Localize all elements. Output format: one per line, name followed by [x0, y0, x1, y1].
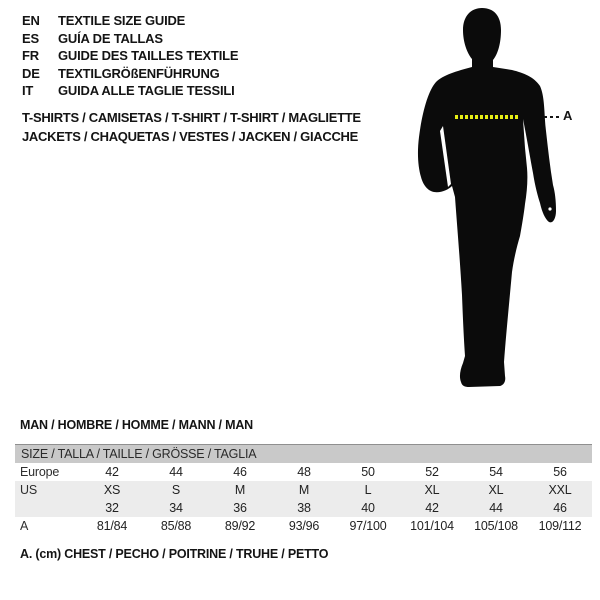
- table-row: [15, 517, 592, 535]
- table-row: [15, 463, 592, 481]
- size-cell: 46: [528, 499, 592, 517]
- size-cell: 32: [80, 499, 144, 517]
- size-cell: 52: [425, 465, 439, 479]
- size-cell: S: [144, 481, 208, 499]
- language-label: GUÍA DE TALLAS: [58, 30, 163, 46]
- size-cell: 44: [464, 499, 528, 517]
- language-row-it: [22, 82, 238, 100]
- size-cell: 81/84: [96, 519, 128, 533]
- language-row-es: [22, 30, 238, 48]
- table-row: [15, 499, 592, 517]
- language-row-en: [22, 12, 238, 30]
- language-list: [22, 12, 238, 100]
- language-label: GUIDE DES TAILLES TEXTILE: [58, 48, 239, 64]
- size-table-header-row: [15, 445, 592, 464]
- size-cell: XL: [400, 481, 464, 499]
- size-cell: 50: [361, 465, 375, 479]
- language-label: GUIDA ALLE TAGLIE TESSILI: [58, 83, 235, 99]
- table-row: [15, 481, 592, 499]
- language-code: FR: [22, 48, 39, 64]
- measure-leader-dashes: [544, 116, 560, 118]
- size-cell: L: [336, 481, 400, 499]
- size-cell: 48: [297, 465, 311, 479]
- size-cell: 54: [489, 465, 503, 479]
- language-code: ES: [22, 30, 39, 46]
- size-cell: 44: [169, 465, 183, 479]
- garment-line-jackets: JACKETS / CHAQUETAS / VESTES / JACKEN / GIACCHE: [22, 129, 358, 144]
- language-code: IT: [22, 83, 34, 99]
- size-cell: XS: [80, 481, 144, 499]
- size-cell: M: [208, 481, 272, 499]
- size-cell: XL: [464, 481, 528, 499]
- measurement-figure: [405, 0, 600, 400]
- row-label: US: [15, 481, 80, 499]
- language-label: TEXTILGRÖßENFÜHRUNG: [58, 65, 220, 81]
- size-cell: 93/96: [288, 519, 320, 533]
- size-cell: 56: [553, 465, 567, 479]
- size-table-body: [15, 445, 592, 536]
- language-row-fr: [22, 47, 238, 65]
- size-cell: 97/100: [349, 519, 387, 533]
- language-row-de: [22, 65, 238, 83]
- size-table: [15, 444, 592, 535]
- size-cell: 38: [272, 499, 336, 517]
- language-code: DE: [22, 65, 40, 81]
- section-title-man: MAN / HOMBRE / HOMME / MANN / MAN: [20, 418, 253, 432]
- language-code: EN: [22, 13, 40, 29]
- size-cell: 105/108: [474, 519, 518, 533]
- chest-measure-dashes: [455, 115, 519, 119]
- size-cell: 42: [105, 465, 119, 479]
- size-cell: 34: [144, 499, 208, 517]
- garment-line-tshirts: T-SHIRTS / CAMISETAS / T-SHIRT / T-SHIRT / MAGLIETTE: [22, 110, 361, 125]
- row-label: [15, 499, 80, 517]
- garment-categories: [22, 108, 361, 146]
- size-table-header: SIZE / TALLA / TAILLE / GRÖSSE / TAGLIA: [15, 445, 592, 464]
- size-cell: 101/104: [410, 519, 454, 533]
- size-cell: 85/88: [160, 519, 192, 533]
- size-cell: 109/112: [538, 519, 582, 533]
- measurement-a-label: A: [563, 108, 573, 123]
- size-cell: M: [272, 481, 336, 499]
- size-cell: 40: [336, 499, 400, 517]
- size-cell: 42: [400, 499, 464, 517]
- size-cell: 36: [208, 499, 272, 517]
- chest-footnote: A. (cm) CHEST / PECHO / POITRINE / TRUHE / PETTO: [20, 547, 329, 561]
- size-cell: 89/92: [224, 519, 256, 533]
- man-silhouette: [405, 0, 580, 400]
- language-label: TEXTILE SIZE GUIDE: [58, 13, 186, 29]
- row-label: Europe: [20, 465, 60, 479]
- size-cell: XXL: [528, 481, 592, 499]
- row-label: A: [20, 519, 29, 533]
- size-cell: 46: [233, 465, 247, 479]
